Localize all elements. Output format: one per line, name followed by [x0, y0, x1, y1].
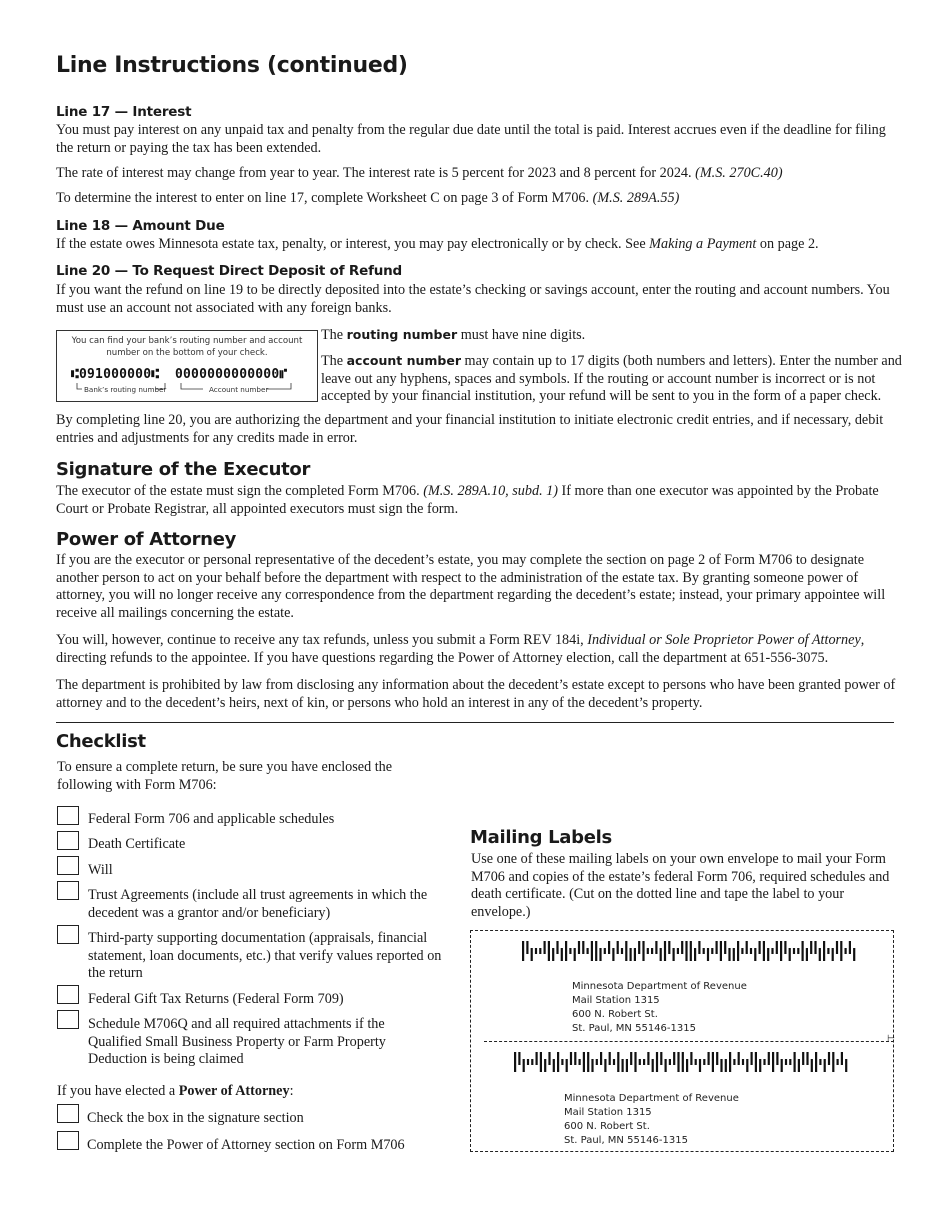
barcode-bar: [548, 941, 550, 961]
checklist-poa-intro: If you have elected a Power of Attorney:: [57, 1083, 294, 1099]
barcode-bar: [716, 941, 718, 954]
checklist-item-6: Federal Gift Tax Returns (Federal Form 709): [88, 991, 344, 1007]
barcode-bar: [617, 941, 619, 954]
barcode-bar: [677, 948, 679, 954]
barcode-bar: [784, 941, 786, 954]
checklist-checkbox-6[interactable]: [57, 985, 79, 1004]
line20-paragraph-1: If you want the refund on line 19 to be directly deposited into the estate’s checking or savings account, enter the routing and account numbers. You must use an account not associated with any foreign banks.: [56, 282, 890, 316]
mailing-labels-heading: Mailing Labels: [470, 827, 612, 848]
barcode-bar: [759, 941, 761, 954]
barcode-bar: [600, 1052, 602, 1065]
barcode-bar: [797, 948, 799, 954]
line17-paragraph-1: You must pay interest on any unpaid tax and penalty from the regular due date until the total is paid. Interest accrues even if the deadline for filing the return or paying the tax has been extended.: [56, 122, 886, 156]
barcode-bar: [771, 948, 773, 954]
line18-paragraph: If the estate owes Minnesota estate tax, penalty, or interest, you may pay electronically or by check. See Making a Payment on page 2.: [56, 236, 819, 252]
poa-heading: Power of Attorney: [56, 529, 237, 550]
barcode-bar: [682, 1052, 684, 1072]
barcode-bar: [608, 941, 610, 954]
label-2-line-4: St. Paul, MN 55146-1315: [564, 1135, 688, 1146]
barcode-bar: [849, 941, 851, 954]
barcode-bar: [738, 1052, 740, 1065]
barcode-bar: [668, 941, 670, 954]
mailing-label-2: [564, 1092, 739, 1148]
barcode-bar: [806, 948, 808, 961]
barcode-bar: [574, 1052, 576, 1065]
barcode-bar: [544, 941, 546, 954]
barcode-bar: [587, 1052, 589, 1072]
checklist-item-7: Schedule M706Q and all required attachments if the Qualified Small Business Property or Farm Property Deduction is being claimed: [88, 1016, 386, 1068]
barcode-bar: [698, 941, 700, 954]
barcode-bar: [566, 1059, 568, 1072]
barcode-bar: [823, 941, 825, 961]
barcode-bar: [531, 948, 533, 961]
routing-number-text: The routing number must have nine digits.: [321, 327, 586, 343]
barcode-bar: [708, 1052, 710, 1065]
barcode-bar: [561, 1059, 563, 1065]
barcode-bar: [570, 1052, 572, 1065]
barcode-bar: [625, 941, 627, 961]
check-illustration: [56, 330, 318, 402]
barcode-bar: [694, 948, 696, 961]
barcode-bar: [824, 1059, 826, 1072]
mailing-labels-intro: Use one of these mailing labels on your own envelope to mail your Form M706 and copies of the estate’s federal Form 706, required schedules and death certificate. (Cut on the dotted line and tape the label to your envelope.): [471, 851, 890, 920]
barcode-bar: [716, 1052, 718, 1065]
barcode-bar: [776, 941, 778, 954]
barcode-bar: [643, 1059, 645, 1065]
barcode-bar: [720, 941, 722, 961]
barcode-bar: [832, 948, 834, 961]
barcode-bar: [724, 941, 726, 954]
barcode-bar: [531, 1059, 533, 1065]
barcode-bar: [763, 941, 765, 961]
postal-barcode-2: [514, 1052, 854, 1074]
barcode-bar: [681, 941, 683, 954]
barcode-bar: [794, 1052, 796, 1072]
poa-checkbox-1[interactable]: [57, 1104, 79, 1123]
line20-authorization-paragraph: By completing line 20, you are authorizing the department and your financial institution to initiate electronic credit entries, and if necessary, debit entries and adjustments for any credits made in error.: [56, 412, 884, 446]
barcode-bar: [781, 1059, 783, 1072]
poa-checklist-item-1: Check the box in the signature section: [87, 1110, 304, 1126]
barcode-bar: [578, 941, 580, 954]
account-number-text: The account number may contain up to 17 digits (both numbers and letters). Enter the number and leave out any hyphens, spaces and symbols. If the routing or account number is incorrect or is not accepted by your financial institution, your refund will be sent to you in the form of a paper check.: [321, 353, 902, 405]
micr-routing-number: ⑆091000000⑆: [71, 367, 160, 382]
barcode-bar: [737, 941, 739, 961]
barcode-bar: [617, 1052, 619, 1072]
barcode-bar: [819, 948, 821, 961]
barcode-bar: [622, 1059, 624, 1072]
poa-paragraph-2: You will, however, continue to receive any tax refunds, unless you submit a Form REV 184i, Individual or Sole Proprietor Power of Attorney, directing refunds to the appointee. If you have questions regarding the Power of Attorney election, call the department at 651-556-3075.: [56, 632, 865, 666]
barcode-bar: [841, 1052, 843, 1065]
barcode-bar: [556, 941, 558, 954]
barcode-bar: [690, 1052, 692, 1065]
label-2-line-1: Minnesota Department of Revenue: [564, 1093, 739, 1104]
barcode-bar: [733, 948, 735, 961]
barcode-bar: [677, 1052, 679, 1072]
barcode-bar: [755, 1052, 757, 1072]
barcode-bar: [552, 948, 554, 961]
barcode-bar: [595, 941, 597, 961]
barcode-bar: [639, 1059, 641, 1065]
barcode-bar: [845, 1059, 847, 1072]
barcode-bar: [776, 1052, 778, 1065]
barcode-bar: [544, 1059, 546, 1072]
barcode-bar: [759, 1059, 761, 1072]
barcode-bar: [780, 941, 782, 961]
barcode-bar: [579, 1059, 581, 1065]
barcode-bar: [647, 948, 649, 954]
checklist-checkbox-7[interactable]: [57, 1010, 79, 1029]
barcode-bar: [591, 941, 593, 961]
barcode-bar: [591, 1059, 593, 1072]
barcode-bar: [612, 948, 614, 961]
checklist-item-4: Trust Agreements (include all trust agreements in which the decedent was a grantor and/or beneficiary): [88, 887, 428, 921]
barcode-bar: [634, 1052, 636, 1072]
barcode-bar: [665, 1059, 667, 1072]
barcode-bar: [837, 1059, 839, 1065]
barcode-bar: [703, 1059, 705, 1065]
routing-number-label: Bank’s routing number: [84, 385, 167, 394]
barcode-bar: [750, 948, 752, 954]
barcode-bar: [741, 948, 743, 954]
barcode-bar: [583, 1052, 585, 1072]
barcode-bar: [664, 941, 666, 961]
barcode-bar: [561, 948, 563, 961]
barcode-bar: [686, 1059, 688, 1072]
barcode-bar: [609, 1052, 611, 1065]
barcode-bar: [656, 1052, 658, 1072]
barcode-bar: [652, 1059, 654, 1072]
barcode-bar: [673, 948, 675, 961]
poa-checklist-item-2: Complete the Power of Attorney section on Form M706: [87, 1137, 405, 1153]
barcode-bar: [527, 1059, 529, 1065]
mailing-label-1: [572, 980, 747, 1036]
barcode-bar: [793, 948, 795, 954]
signature-heading: Signature of the Executor: [56, 459, 311, 480]
barcode-bar: [798, 1059, 800, 1072]
poa-paragraph-1: If you are the executor or personal representative of the decedent’s estate, you may complete the section on page 2 of Form M706 to designate another person to act on your behalf before the department with respect to the administration of the estate tax. By granting someone power of attorney, you will no longer receive any correspondence from the department regarding the decedent’s estate; instead, your primary appointee will receive all mailings concerning the estate.: [56, 552, 886, 621]
label-1-line-1: Minnesota Department of Revenue: [572, 981, 747, 992]
barcode-bar: [582, 941, 584, 954]
barcode-bar: [828, 1052, 830, 1065]
checklist-checkbox-1[interactable]: [57, 806, 79, 825]
barcode-bar: [819, 1059, 821, 1065]
postal-barcode-1: [522, 941, 862, 963]
section-divider: [56, 722, 894, 723]
barcode-bar: [535, 948, 537, 954]
barcode-bar: [523, 1059, 525, 1072]
barcode-bar: [772, 1052, 774, 1072]
barcode-bar: [518, 1052, 520, 1065]
barcode-bar: [613, 1059, 615, 1065]
barcode-bar: [725, 1059, 727, 1072]
barcode-bar: [596, 1059, 598, 1065]
line17-paragraph-3: To determine the interest to enter on line 17, complete Worksheet C on page 3 of Form M706. (M.S. 289A.55): [56, 190, 680, 206]
cut-line: [484, 1041, 894, 1042]
signature-paragraph: The executor of the estate must sign the completed Form M706. (M.S. 289A.10, subd. 1) If more than one executor was appointed by the Probate Court or Probate Registrar, all appointed executors must sign the form.: [56, 483, 879, 517]
barcode-bar: [642, 941, 644, 961]
account-number-label: Account number: [209, 385, 269, 394]
barcode-bar: [699, 1059, 701, 1072]
barcode-bar: [604, 948, 606, 954]
barcode-bar: [660, 948, 662, 961]
barcode-bar: [746, 941, 748, 954]
barcode-bar: [651, 948, 653, 954]
barcode-bar: [660, 1052, 662, 1065]
barcode-bar: [845, 948, 847, 954]
page-title: Line Instructions (continued): [56, 53, 408, 78]
barcode-bar: [630, 948, 632, 961]
line18-heading: Line 18 — Amount Due: [56, 218, 225, 234]
barcode-bar: [599, 948, 601, 961]
checklist-checkbox-4[interactable]: [57, 881, 79, 900]
label-1-line-3: 600 N. Robert St.: [572, 1009, 658, 1020]
barcode-bar: [540, 1052, 542, 1072]
barcode-bar: [754, 948, 756, 961]
label-1-line-4: St. Paul, MN 55146-1315: [572, 1023, 696, 1034]
label-1-line-2: Mail Station 1315: [572, 995, 660, 1006]
barcode-bar: [638, 941, 640, 954]
barcode-bar: [729, 1052, 731, 1072]
barcode-bar: [763, 1059, 765, 1065]
barcode-bar: [574, 948, 576, 961]
barcode-bar: [789, 1059, 791, 1065]
barcode-bar: [728, 948, 730, 961]
barcode-bar: [814, 941, 816, 954]
barcode-bar: [810, 941, 812, 954]
checklist-checkbox-5[interactable]: [57, 925, 79, 944]
checklist-checkbox-3[interactable]: [57, 856, 79, 875]
label-2-line-3: 600 N. Robert St.: [564, 1121, 650, 1132]
barcode-bar: [522, 941, 524, 961]
barcode-bar: [720, 1059, 722, 1072]
barcode-bar: [836, 941, 838, 954]
line17-heading: Line 17 — Interest: [56, 104, 192, 120]
barcode-bar: [711, 948, 713, 954]
barcode-bar: [853, 948, 855, 961]
checklist-item-2: Death Certificate: [88, 836, 186, 852]
poa-checkbox-2[interactable]: [57, 1131, 79, 1150]
barcode-bar: [712, 1052, 714, 1072]
barcode-bar: [604, 1059, 606, 1072]
barcode-bar: [703, 948, 705, 954]
barcode-bar: [811, 1059, 813, 1072]
barcode-bar: [565, 941, 567, 961]
checklist-item-3: Will: [88, 862, 113, 878]
cut-line-end-mark: ⊢: [887, 1034, 895, 1044]
barcode-bar: [655, 941, 657, 954]
barcode-bar: [767, 948, 769, 961]
barcode-bar: [802, 941, 804, 961]
barcode-bar: [695, 1059, 697, 1065]
barcode-bar: [806, 1052, 808, 1065]
barcode-bar: [669, 1059, 671, 1065]
barcode-bar: [742, 1059, 744, 1065]
checklist-item-5: Third-party supporting documentation (appraisals, financial statement, loan documents, etc.) that verify values reported on the return: [88, 930, 442, 982]
barcode-bar: [587, 948, 589, 954]
barcode-bar: [548, 1052, 550, 1065]
barcode-bar: [690, 941, 692, 961]
barcode-bar: [827, 948, 829, 954]
barcode-bar: [630, 1052, 632, 1065]
barcode-bar: [685, 941, 687, 961]
barcode-bar: [815, 1052, 817, 1072]
barcode-bar: [557, 1052, 559, 1072]
barcode-bar: [840, 941, 842, 961]
barcode-bar: [526, 941, 528, 954]
barcode-bar: [832, 1052, 834, 1072]
barcode-bar: [751, 1052, 753, 1065]
barcode-bar: [733, 1059, 735, 1065]
checklist-intro: To ensure a complete return, be sure you have enclosed the following with Form M706:: [57, 759, 393, 793]
line17-paragraph-2: The rate of interest may change from year to year. The interest rate is 5 percent for 2023 and 8 percent for 2024. (M.S. 270C.40): [56, 165, 783, 181]
barcode-bar: [802, 1052, 804, 1065]
barcode-bar: [536, 1052, 538, 1065]
barcode-bar: [789, 948, 791, 961]
barcode-bar: [785, 1059, 787, 1065]
barcode-bar: [539, 948, 541, 954]
barcode-bar: [634, 948, 636, 961]
barcode-bar: [707, 948, 709, 961]
checklist-checkbox-2[interactable]: [57, 831, 79, 850]
barcode-bar: [621, 948, 623, 954]
barcode-bar: [569, 948, 571, 954]
barcode-bar: [647, 1052, 649, 1065]
barcode-bar: [626, 1059, 628, 1072]
barcode-bar: [746, 1059, 748, 1072]
check-caption: You can find your bank’s routing number and account number on the bottom of your check.: [71, 336, 303, 358]
barcode-bar: [553, 1059, 555, 1072]
line20-heading: Line 20 — To Request Direct Deposit of Refund: [56, 263, 403, 279]
checklist-item-1: Federal Form 706 and applicable schedules: [88, 811, 335, 827]
micr-account-number: 0000000000000⑈: [175, 367, 288, 382]
checklist-heading: Checklist: [56, 731, 146, 752]
barcode-bar: [673, 1052, 675, 1065]
label-2-line-2: Mail Station 1315: [564, 1107, 652, 1118]
barcode-bar: [514, 1052, 516, 1072]
poa-paragraph-3: The department is prohibited by law from disclosing any information about the decedent’s estate except to persons who have been granted power of attorney and to the decedent’s heirs, next of kin, or persons who hold an interest in any of the decedent’s property.: [56, 677, 896, 711]
barcode-bar: [768, 1052, 770, 1065]
